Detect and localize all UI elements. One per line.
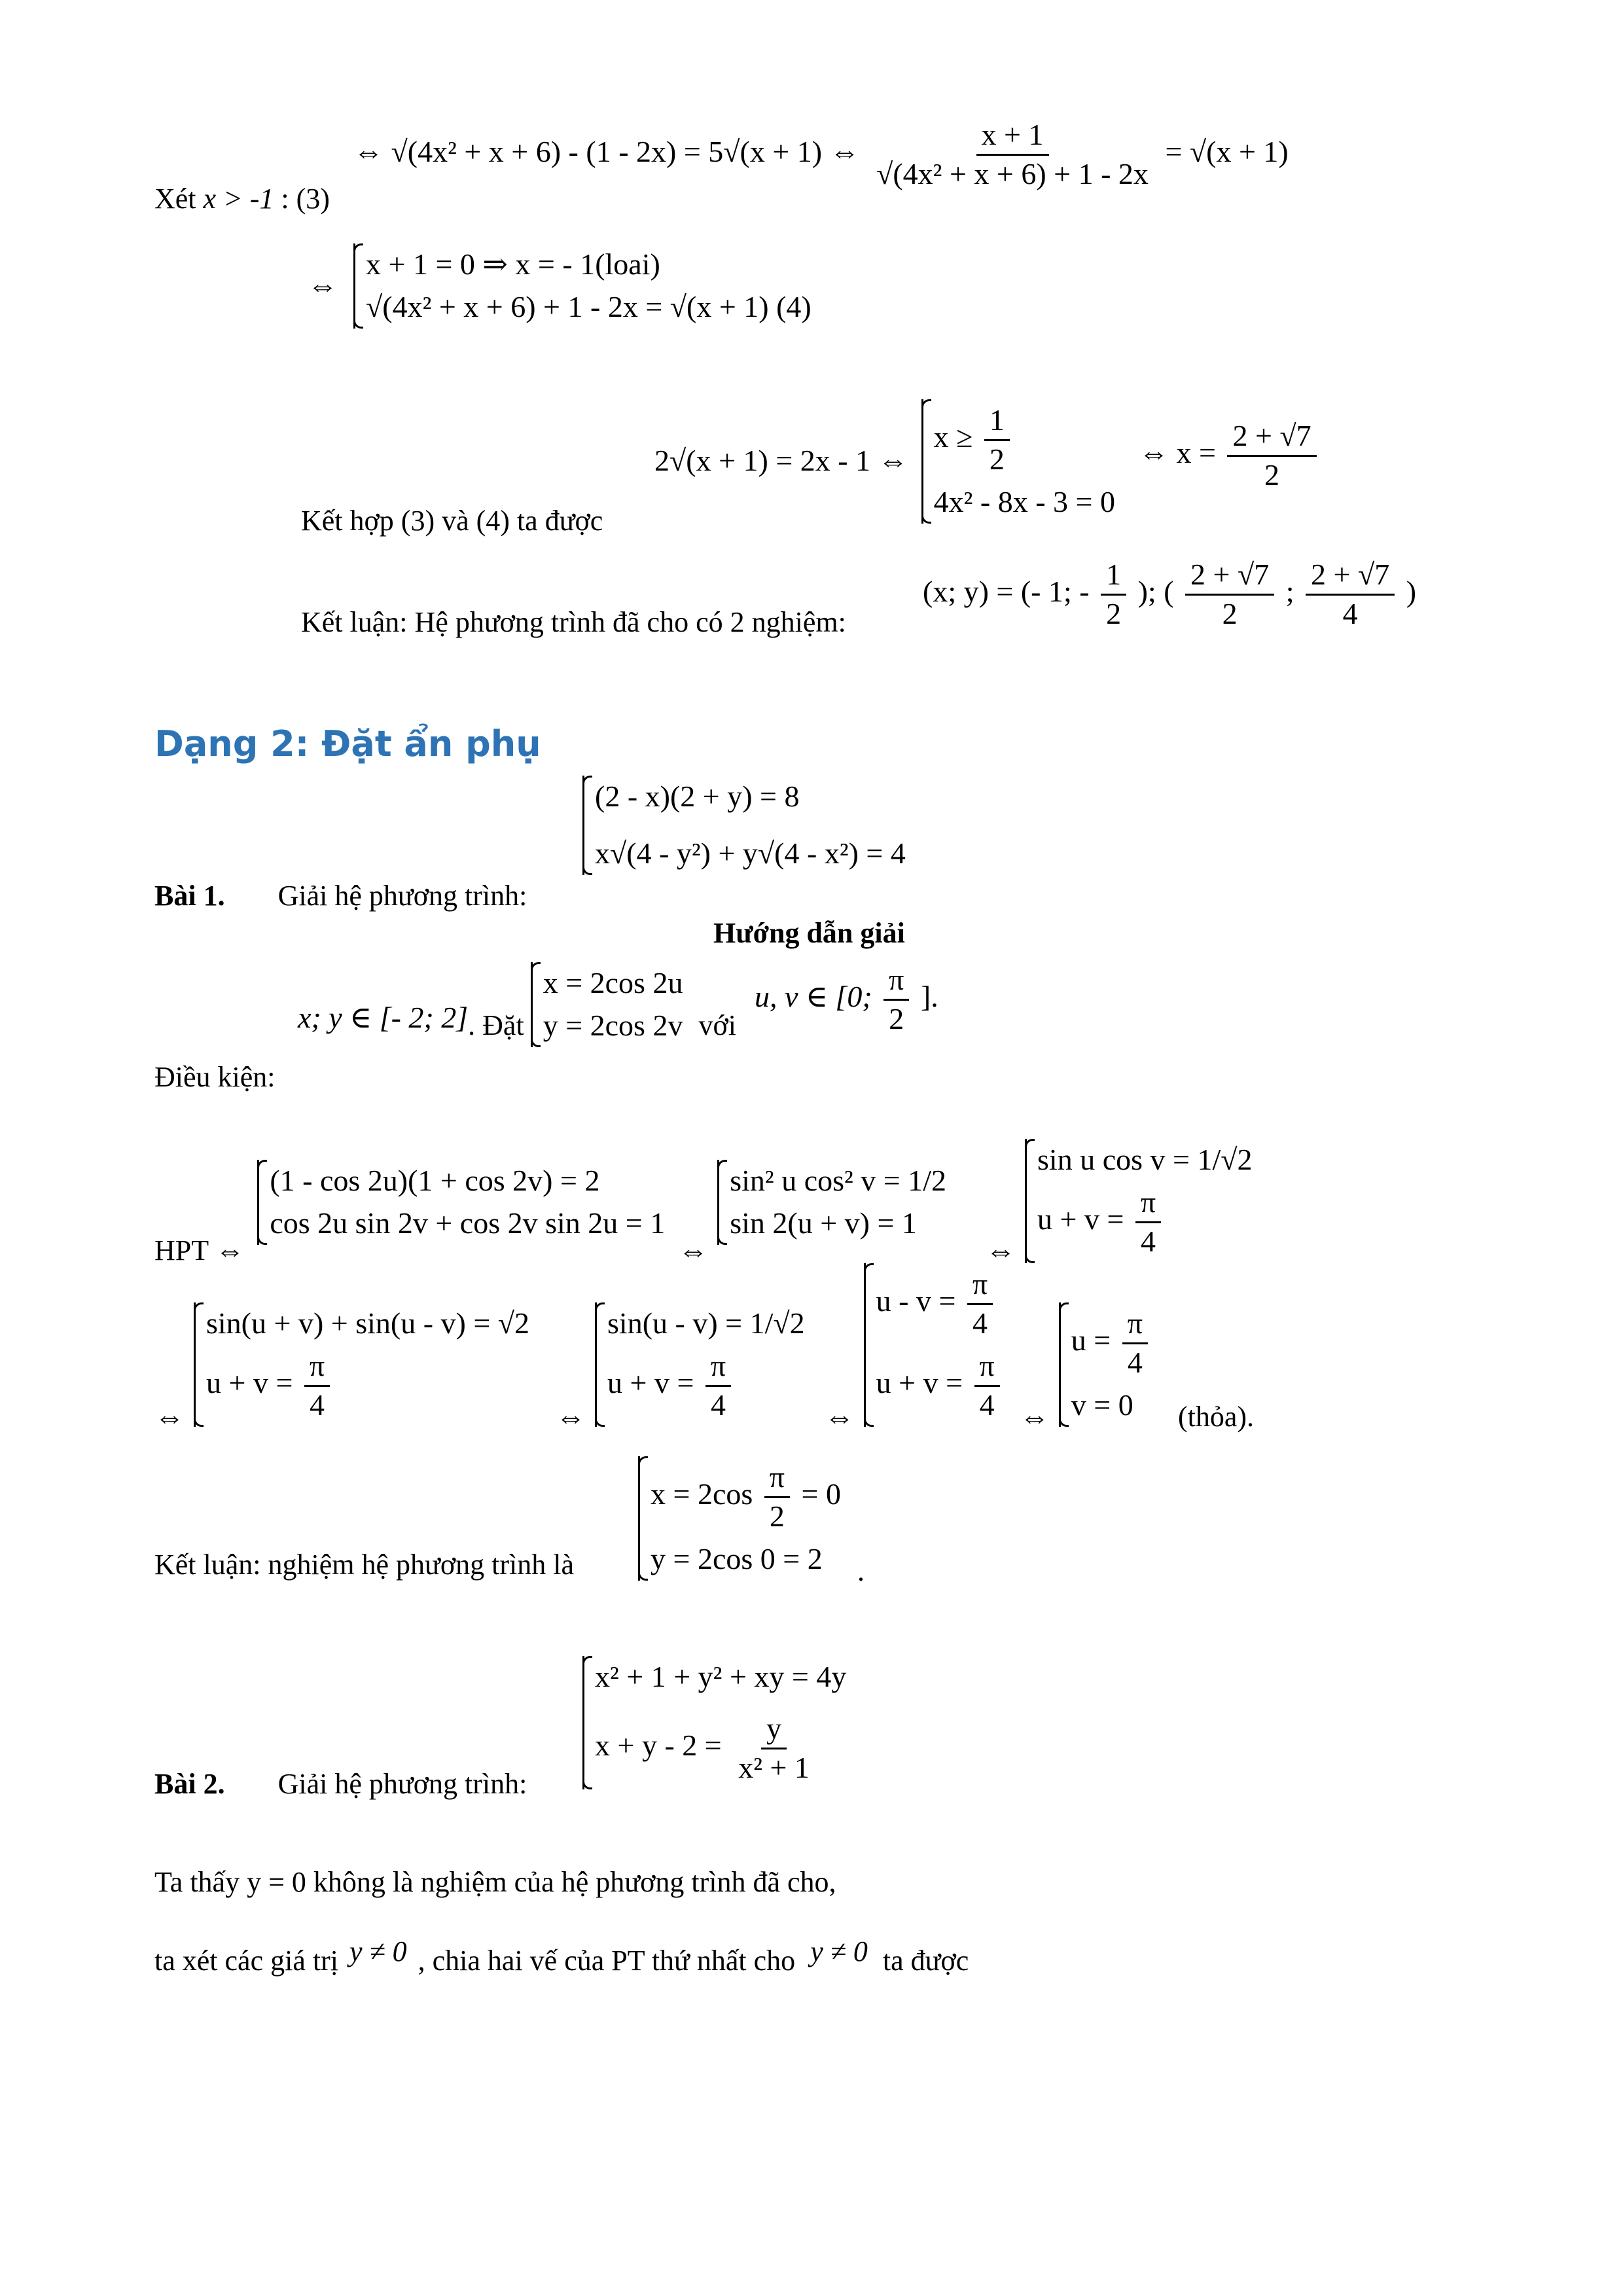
conclusion-label: Kết luận: Hệ phương trình đã cho có 2 nghiệm: — [301, 606, 846, 638]
combine-sys-line-1 — [934, 399, 1115, 481]
bai1-line — [154, 879, 527, 914]
case-line-1: x + 1 = 0 ⇒ x = - 1(loai) — [366, 247, 660, 281]
equation-line-1-fraction — [871, 118, 1154, 192]
note2-text-c: ta được — [882, 1945, 969, 1977]
uv-range-start: u, v ∈ [0; — [754, 979, 872, 1013]
bai2-prompt: Giải hệ phương trình: — [277, 1768, 527, 1800]
pi-over-2 — [764, 1460, 790, 1534]
step6-line-2 — [876, 1345, 1004, 1427]
condition-expression: x; y ∈ [- 2; 2] — [298, 1000, 469, 1034]
fraction-denominator: 4 — [711, 1388, 726, 1422]
bai1-solution-system — [638, 1456, 841, 1581]
step5-brace — [595, 1302, 805, 1427]
xet-suffix: : (3) — [281, 183, 330, 215]
step5-line-2 — [607, 1345, 805, 1427]
combine-result-prefix: ⇔ x = — [1139, 435, 1216, 469]
fraction-denominator: 4 — [972, 1306, 988, 1340]
equation-line-1 — [353, 118, 1289, 192]
fraction-denominator: √(4x² + x + 6) + 1 - 2x — [876, 156, 1149, 190]
bai2-line — [154, 1767, 527, 1802]
bai1-solution-brace — [638, 1456, 841, 1581]
pi-over-4 — [967, 1267, 993, 1341]
step1-brace — [257, 1160, 665, 1245]
step6-text-1: u - v = — [876, 1283, 956, 1318]
bai2-fraction — [733, 1712, 815, 1785]
step5-text: u + v = — [607, 1365, 694, 1399]
step7-line-2: v = 0 — [1071, 1388, 1133, 1422]
fraction-numerator: π — [764, 1460, 790, 1498]
step6-line-1 — [876, 1263, 1004, 1345]
step3-text: u + v = — [1037, 1202, 1124, 1236]
fraction-numerator: x + 1 — [976, 118, 1049, 156]
dat-line — [298, 962, 938, 1047]
bai1-conclusion-end: . — [857, 1555, 865, 1587]
uv-range — [755, 963, 938, 1037]
equivalence-arrow: ⇔ — [556, 1399, 586, 1433]
fraction-denominator: 2 — [769, 1499, 785, 1533]
bai2-system-brace — [582, 1656, 846, 1789]
bai2-note-1: Ta thấy y = 0 không là nghiệm của hệ phương trình đã cho, — [154, 1866, 836, 1898]
fraction-numerator: π — [304, 1349, 330, 1387]
bai1-conclusion-label: Kết luận: nghiệm hệ phương trình là — [154, 1549, 574, 1581]
step4-text: u + v = — [206, 1365, 293, 1399]
voi-label: với — [698, 1009, 736, 1041]
bai1-system-brace — [582, 776, 906, 875]
solution-part-c: ; — [1285, 574, 1294, 608]
pi-over-4 — [304, 1349, 330, 1423]
bai1-label: Bài 1. — [154, 880, 225, 912]
fraction-numerator: π — [967, 1267, 993, 1305]
fraction-denominator: 4 — [310, 1388, 325, 1422]
solution-tail: = 0 — [801, 1477, 841, 1511]
case-line-2: √(4x² + x + 6) + 1 - 2x = √(x + 1) (4) — [366, 289, 812, 323]
equivalence-arrow: ⇔ — [986, 1233, 1016, 1267]
note2-condition-2: y ≠ 0 — [810, 1935, 868, 1967]
fraction-denominator: 4 — [1141, 1224, 1156, 1258]
step4-line-2 — [206, 1345, 529, 1427]
pi-over-4 — [974, 1349, 1000, 1423]
step3-brace — [1025, 1139, 1252, 1263]
fraction-numerator: y — [761, 1712, 787, 1749]
case-system — [308, 243, 812, 329]
hpt-label: HPT ⇔ — [154, 1234, 245, 1266]
step6-text-2: u + v = — [876, 1365, 963, 1399]
step1-line-1: (1 - cos 2u)(1 + cos 2v) = 2 — [270, 1163, 600, 1197]
equivalence-arrow: ⇔ — [154, 1399, 185, 1433]
step3-line-2 — [1037, 1181, 1252, 1263]
note2-condition-1: y ≠ 0 — [349, 1935, 407, 1967]
dat-line-2: y = 2cos 2v — [543, 1008, 683, 1042]
hpt-row-2 — [154, 1263, 1254, 1437]
note2-text-b: , chia hai vế của PT thứ nhất cho — [418, 1945, 796, 1977]
uv-range-end: ]. — [920, 979, 938, 1013]
step4-line-1: sin(u + v) + sin(u - v) = √2 — [206, 1306, 530, 1340]
xet-condition: x > -1 — [203, 183, 274, 215]
fraction-denominator: 4 — [979, 1388, 995, 1422]
fraction-denominator: 4 — [1127, 1345, 1143, 1379]
bai2-system-line-2 — [595, 1698, 846, 1789]
fraction-denominator: 2 — [1264, 457, 1280, 492]
combine-label: Kết hợp (3) và (4) ta được — [301, 505, 603, 537]
solution-text: x = 2cos — [651, 1477, 753, 1511]
step3-line-1: sin u cos v = 1/√2 — [1037, 1143, 1253, 1176]
step7-text: u = — [1071, 1323, 1111, 1357]
fraction-numerator: π — [1122, 1306, 1148, 1344]
pi-over-4 — [705, 1349, 731, 1423]
step4-brace — [194, 1302, 529, 1427]
bai1-system-line-1: (2 - x)(2 + y) = 8 — [595, 780, 800, 813]
equation-line-1-left: ⇔ √(4x² + x + 6) - (1 - 2x) = 5√(x + 1) ⇔ — [353, 134, 860, 168]
combine-sys-line-2: 4x² - 8x - 3 = 0 — [933, 484, 1115, 518]
bai2-system-text: x + y - 2 = — [595, 1728, 722, 1762]
xet-line — [154, 182, 330, 217]
fraction-numerator: 2 + √7 — [1185, 558, 1274, 596]
case-brace — [353, 243, 812, 329]
fraction-numerator: 1 — [1101, 558, 1126, 596]
step2-line-1: sin² u cos² v = 1/2 — [730, 1163, 947, 1197]
fraction-denominator: x² + 1 — [738, 1750, 810, 1784]
equivalence-arrow: ⇔ — [678, 1233, 709, 1267]
fraction-denominator: 2 — [1106, 596, 1122, 630]
equivalence-arrow: ⇔ — [308, 268, 338, 302]
fraction-denominator: 2 — [889, 1001, 904, 1035]
dat-brace — [531, 962, 683, 1047]
equivalence-arrow: ⇔ — [824, 1399, 855, 1433]
step5-line-1: sin(u - v) = 1/√2 — [607, 1306, 805, 1340]
uv-range-fraction — [883, 963, 909, 1037]
pi-over-4 — [1135, 1185, 1161, 1259]
solution-fraction-1 — [1101, 558, 1126, 632]
solution-part-a: (x; y) = (- 1; - — [923, 574, 1090, 608]
step7-line-1 — [1071, 1302, 1152, 1384]
bai1-system-line-2: x√(4 - y²) + y√(4 - x²) = 4 — [595, 836, 906, 870]
bai1-system — [582, 776, 906, 875]
fraction-numerator: π — [1135, 1185, 1161, 1223]
combine-sys1-text: x ≥ — [933, 420, 973, 454]
fraction-denominator: 4 — [1342, 596, 1358, 630]
combine-sys1-fraction — [984, 403, 1010, 477]
bai1-solution-line-1 — [651, 1456, 841, 1538]
bai1-solution-line-2: y = 2cos 0 = 2 — [651, 1541, 823, 1575]
step6-brace — [864, 1263, 1004, 1427]
combine-left: 2√(x + 1) = 2x - 1 ⇔ — [654, 444, 908, 478]
xet-label: Xét — [154, 183, 196, 215]
bai2-system — [582, 1656, 846, 1789]
solution-fraction-2 — [1185, 558, 1274, 632]
thoa-label: (thỏa). — [1177, 1400, 1255, 1433]
equivalence-arrow: ⇔ — [1019, 1399, 1050, 1433]
combine-brace — [921, 399, 1115, 524]
solution-fraction-3 — [1306, 558, 1395, 632]
note2-text-a: ta xét các giá trị — [154, 1945, 338, 1977]
solution-part-b: ); ( — [1137, 574, 1174, 608]
bai2-system-line-1: x² + 1 + y² + xy = 4y — [595, 1660, 847, 1693]
pi-over-4 — [1122, 1306, 1148, 1380]
dat-label: . Đặt — [468, 1009, 524, 1041]
step2-line-2: sin 2(u + v) = 1 — [730, 1206, 917, 1240]
fraction-numerator: π — [974, 1349, 1000, 1387]
step1-line-2: cos 2u sin 2v + cos 2v sin 2u = 1 — [270, 1206, 666, 1240]
condition-label: Điều kiện: — [154, 1061, 276, 1093]
fraction-denominator: 2 — [1222, 596, 1238, 630]
solution-part-d: ) — [1406, 574, 1417, 608]
bai2-note-2 — [154, 1935, 969, 1979]
step7-brace — [1059, 1302, 1152, 1427]
fraction-numerator: 2 + √7 — [1227, 419, 1316, 457]
fraction-numerator: 2 + √7 — [1306, 558, 1395, 596]
fraction-numerator: π — [883, 963, 909, 1001]
combine-result-fraction — [1227, 419, 1316, 493]
dat-line-1: x = 2cos 2u — [543, 966, 683, 999]
conclusion-solutions — [923, 558, 1416, 632]
combine-result — [1139, 419, 1321, 493]
guide-title: Hướng dẫn giải — [713, 917, 905, 949]
fraction-numerator: 1 — [984, 403, 1010, 441]
bai2-label: Bài 2. — [154, 1768, 225, 1800]
section-heading: Dạng 2: Đặt ẩn phụ — [154, 723, 541, 764]
equation-line-1-right: = √(x + 1) — [1165, 134, 1289, 168]
hpt-row-1 — [154, 1139, 1253, 1271]
step2-brace — [717, 1160, 946, 1245]
bai1-prompt: Giải hệ phương trình: — [277, 880, 527, 912]
fraction-numerator: π — [705, 1349, 731, 1387]
fraction-denominator: 2 — [989, 442, 1005, 476]
combine-equation — [654, 399, 1115, 524]
